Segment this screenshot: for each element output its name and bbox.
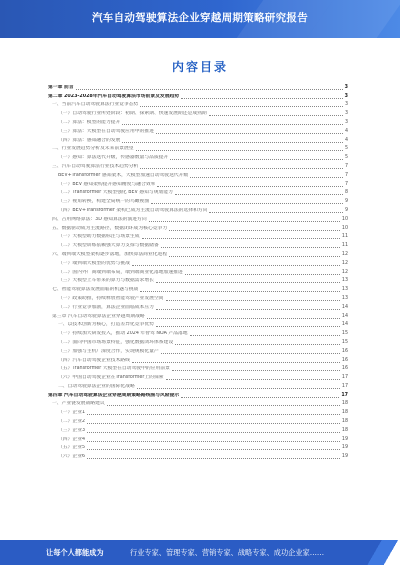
toc-entry-text: （一）政策助推，持续释放智能驾驶产业发展空间 [58,295,164,301]
toc-entry-text: （一）BEV 感知架构提升感知精度与融合效率 [58,181,156,187]
toc-leader-dots [107,405,340,406]
toc-leader-dots [156,326,340,327]
toc-entry[interactable] [48,144,348,153]
toc-leader-dots [166,300,340,301]
toc-entry-text: （二）企业2 [58,419,86,425]
toc-leader-dots [147,318,340,319]
toc-leader-dots [132,265,340,266]
toc-entry[interactable] [48,381,348,390]
toc-page-number: 3 [344,84,348,90]
toc-entry-text: （二）国内外厂商端到端布局，端到端商业化落地加速推进 [58,269,183,275]
toc-page-number: 14 [341,313,348,319]
toc-page-number: 15 [341,331,348,337]
toc-entry[interactable] [48,276,348,285]
toc-entry[interactable] [48,161,348,170]
toc-page-number: 7 [344,172,348,178]
toc-page-number: 19 [341,454,348,460]
toc-entry[interactable] [48,108,348,117]
toc-entry-text: （二）面向中国市场场景特征，强化数据闭环体系建设 [58,339,174,345]
toc-entry[interactable] [48,451,348,460]
toc-entry[interactable] [48,117,348,126]
toc-entry-text: （一）自动驾驶行业所处阶段：初期、探索期、快速发展期还是成熟期 [58,111,207,117]
toc-page-number: 5 [344,155,348,161]
toc-page-number: 9 [344,199,348,205]
toc-entry[interactable] [48,320,348,329]
toc-entry[interactable] [48,100,348,109]
toc-entry[interactable] [48,407,348,416]
toc-entry[interactable] [48,152,348,161]
toc-entry[interactable] [48,346,348,355]
toc-page-number: 16 [341,348,348,354]
toc-entry-text: 五、数据驱动成为主流路径，数据闭环成为核心竞争力 [52,225,168,231]
toc-leader-dots [142,238,340,239]
toc-entry[interactable] [48,302,348,311]
toc-entry-text: 第二章 2023-2028年汽车自动驾驶算法市场前景及发展趋势 [48,93,180,99]
toc-entry-text: 第一章 前言 [48,84,74,90]
toc-entry-text: （一）企业1 [58,410,86,416]
toc-entry[interactable] [48,258,348,267]
toc-page-number: 5 [344,146,348,152]
toc-page-number: 7 [344,163,348,169]
toc-leader-dots [161,353,340,354]
toc-entry-text: （三）加强与主机厂深度合作，实现规模化量产 [58,348,159,354]
toc-leader-dots [87,449,340,450]
toc-page-number: 11 [341,243,348,249]
toc-entry-text: （二）行业竞争加剧，算法企业面临成本压力 [58,304,154,310]
toc-entry-text: 六、端到端大模型架构逐步落地，加快算法商业化进程 [52,251,168,257]
toc-leader-dots [209,212,342,213]
toc-leader-dots [181,397,339,398]
toc-leader-dots [149,221,340,222]
toc-entry[interactable] [48,179,348,188]
toc-page-number: 19 [341,445,348,451]
toc-entry-text: 一、产业链发展战略建议 [52,401,105,407]
toc-page-number: 18 [341,401,348,407]
toc-entry-text: 三、汽车自动驾驶算法行业技术趋势分析 [52,163,139,169]
toc-entry[interactable] [48,214,348,223]
footer-tagline: 行业专家、管理专家、营销专家、战略专家、成功企业家…… [130,548,325,557]
toc-entry-text: （二）算法：模型的能力提升 [58,119,121,125]
toc-page-number: 12 [341,251,348,257]
toc-page-number: 3 [344,119,348,125]
toc-entry-text: （三）大模型上车带来的算力与数据需求增长 [58,278,154,284]
toc-page-number: 17 [341,375,348,381]
toc-entry-text: （一）大模型助力数据标注与场景生成 [58,234,140,240]
toc-leader-dots [140,106,343,107]
toc-entry-text: （五）Transformer 大模型在自动驾驶中的应用前景 [58,366,170,372]
toc-entry-text: （二）Transformer 大模型强化 BEV 感知与规划能力 [58,190,173,196]
toc-entry[interactable] [48,249,348,258]
toc-page-number: 14 [341,304,348,310]
report-title: 汽车自动驾驶算法企业穿越周期策略研究报告 [92,12,308,24]
toc-entry[interactable] [48,399,348,408]
toc-leader-dots [209,115,343,116]
toc-page-number: 18 [341,419,348,425]
toc-leader-dots [181,98,343,99]
toc-entry[interactable] [48,267,348,276]
toc-leader-dots [157,186,342,187]
toc-entry-text: （三）算法：大模型在自动驾驶应用中的推进 [58,128,154,134]
toc-entry-text: （六）中国自动驾驶企业在Transformer上的探索 [58,375,164,381]
toc-leader-dots [190,177,343,178]
toc-page-number: 4 [344,137,348,143]
toc-entry[interactable] [48,416,348,425]
toc-page-number: 13 [341,287,348,293]
toc-leader-dots [132,362,340,363]
toc-entry[interactable] [48,390,348,399]
toc-page-number: 13 [341,295,348,301]
toc-page-number: 19 [341,436,348,442]
toc-entry-text: 第四章 汽车自动驾驶算法企业穿越周期策略路线图与风险提示 [48,392,180,398]
toc-leader-dots [87,423,340,424]
toc-page-number: 12 [341,260,348,266]
toc-leader-dots [161,247,340,248]
toc-page-number: 11 [341,234,348,240]
toc-entry[interactable] [48,311,348,320]
toc-entry[interactable] [48,126,348,135]
footer-slogan: 让每个人都能成为 [46,548,104,557]
toc-page-number: 10 [341,225,348,231]
toc-entry[interactable] [48,240,348,249]
toc-leader-dots [156,133,343,134]
toc-entry[interactable] [48,170,348,179]
toc-leader-dots [87,432,340,433]
toc-entry[interactable] [48,328,348,337]
toc-entry-text: 二、自动驾驶算法企业的国际化战略 [58,383,135,389]
toc-leader-dots [172,370,340,371]
toc-entry-text: （四）BEV+Transformer 架构已成为主流自动驾驶算法的选择和方向 [58,207,208,213]
toc-leader-dots [156,309,340,310]
toc-entry[interactable] [48,372,348,381]
toc-entry[interactable] [48,82,348,91]
toc-leader-dots [137,388,340,389]
toc-page-number: 14 [341,322,348,328]
toc-leader-dots [151,203,343,204]
footer-banner [0,540,400,565]
toc-entry-text: 一、以技术创新为核心，打造差异化竞争优势 [58,322,154,328]
toc-entry-text: （四）算法：感知融合的发展 [58,137,121,143]
toc-entry[interactable] [48,91,348,100]
toc-page-number: 12 [341,269,348,275]
toc-entry-text: 四、占用网络算法：3D 感知算法的演进方向 [52,216,147,222]
toc-page-number: 17 [341,392,348,398]
toc-leader-dots [76,89,343,90]
toc-leader-dots [122,124,343,125]
toc-entry[interactable] [48,196,348,205]
toc-entry[interactable] [48,355,348,364]
toc-entry-text: （二）大模型训练依赖强大算力支撑与数据储备 [58,243,159,249]
toc-page-number: 17 [341,383,348,389]
toc-page-number: 3 [344,102,348,108]
toc-leader-dots [190,335,340,336]
toc-page-number: 4 [344,128,348,134]
toc-entry-text: 一、当前汽车自动驾驶算法行业竞争态势 [52,102,139,108]
toc-page-number: 18 [341,410,348,416]
toc-page-number: 3 [344,93,348,99]
toc-leader-dots [169,230,340,231]
toc-page-number: 8 [344,190,348,196]
toc-entry-text: （六）企业6 [58,454,86,460]
toc-page-number: 16 [341,357,348,363]
toc-entry[interactable] [48,188,348,197]
footer-decoration [360,540,400,565]
toc-entry-text: 七、智能驾驶算法发展面临的机遇与挑战 [52,287,139,293]
toc-page-number: 16 [341,366,348,372]
toc-entry[interactable] [48,364,348,373]
toc-leader-dots [140,168,343,169]
toc-leader-dots [175,194,343,195]
toc-leader-dots [185,274,340,275]
toc-entry[interactable] [48,434,348,443]
toc-entry[interactable] [48,135,348,144]
toc-entry[interactable] [48,223,348,232]
header-banner [0,0,400,38]
toc-entry-text: BEV+Transformer 感知架术，大模型加速自动驾驶迭代升级 [58,172,189,178]
toc-page-number: 13 [341,278,348,284]
toc-entry[interactable] [48,284,348,293]
toc-entry[interactable] [48,205,348,214]
toc-leader-dots [169,256,340,257]
toc-page-number: 7 [344,181,348,187]
toc-entry[interactable] [48,443,348,452]
toc-entry-text: （四）企业4 [58,436,86,442]
toc-entry-text: （五）企业5 [58,445,86,451]
toc-leader-dots [166,379,340,380]
toc-leader-dots [175,344,340,345]
toc-entry-text: （三）企业3 [58,427,86,433]
toc-leader-dots [136,150,343,151]
toc-leader-dots [170,159,343,160]
toc-entry-text: （四）汽车自动驾驶企业技术路线 [58,357,130,363]
toc-leader-dots [87,441,340,442]
toc-entry-text: 二、行业发展趋势分析及未来前景展望 [52,146,134,152]
toc-page-number: 9 [344,207,348,213]
toc-entry-text: 第三章 汽车自动驾驶算法企业穿越周期战略 [52,313,145,319]
toc-leader-dots [87,458,340,459]
toc-page-number: 10 [341,216,348,222]
toc-entry[interactable] [48,337,348,346]
toc-leader-dots [156,282,340,283]
toc-heading: 内容目录 [171,60,228,74]
toc-leader-dots [122,142,343,143]
toc-entry-text: （一）持续加大研发投入，推动 2024 年智驾 NOA 产品落地 [58,331,188,337]
toc-page-number: 3 [344,111,348,117]
toc-leader-dots [140,291,340,292]
table-of-contents [48,82,348,460]
toc-entry[interactable] [48,425,348,434]
toc-page-number: 18 [341,427,348,433]
toc-page-number: 15 [341,339,348,345]
toc-entry-text: （三）视角转换，构建全局统一的鸟瞰视图 [58,199,150,205]
toc-entry[interactable] [48,232,348,241]
toc-entry-text: （一）端到端大模型的优势与挑战 [58,260,130,266]
toc-leader-dots [87,414,340,415]
toc-entry[interactable] [48,293,348,302]
toc-entry-text: （一）感知：算法迭代升级，传感器数量与品质提升 [58,155,169,161]
